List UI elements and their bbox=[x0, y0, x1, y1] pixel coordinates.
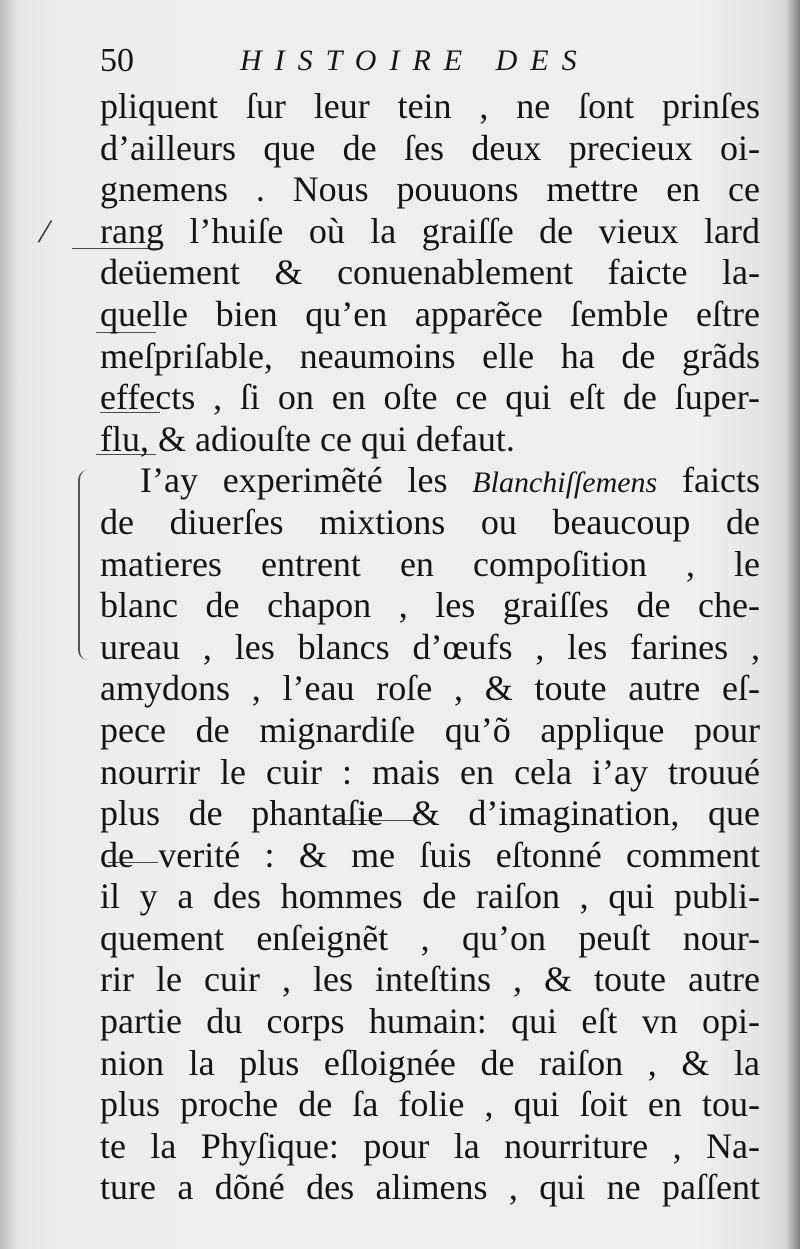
text-line-content: flu, & adiouſte ce qui defaut. bbox=[100, 418, 515, 459]
text-line bbox=[100, 252, 760, 294]
text-line bbox=[100, 86, 760, 128]
text-line-content: nion la plus eſloignée de raiſon , & la bbox=[100, 1042, 760, 1083]
text-line-content: ture a dõné des alimens , qui ne paſſent bbox=[100, 1167, 760, 1208]
text-line-content: effects , ſi on en oſte ce qui eſt de ſuper- bbox=[100, 377, 760, 418]
text-line-content: deüement & conuenablement faicte la- bbox=[100, 252, 760, 293]
text-line-content: meſpriſable, neaumoins elle ha de grãds bbox=[100, 335, 760, 376]
text-line-content: matieres entrent en compoſition , le bbox=[100, 543, 760, 584]
text-line bbox=[100, 502, 760, 544]
text-line-content: plus proche de ſa folie , qui ſoit en tou- bbox=[100, 1084, 760, 1125]
text-line-content: quelle bien qu’en apparẽce ſemble eſtre bbox=[100, 293, 760, 334]
text-line bbox=[100, 544, 760, 586]
text-line bbox=[100, 835, 760, 877]
text-line-content: d’ailleurs que de ſes deux precieux oi- bbox=[100, 127, 760, 168]
text-line-content: il y a des hommes de raiſon , qui publi- bbox=[100, 876, 760, 917]
text-line bbox=[100, 668, 760, 710]
text-line bbox=[100, 752, 760, 794]
text-line-content: nourrir le cuir : mais en cela i’ay trouué bbox=[100, 751, 760, 792]
margin-bracket-mark bbox=[78, 470, 96, 660]
text-line-content: pece de mignardiſe qu’õ applique pour bbox=[100, 709, 760, 750]
text-line-content: de verité : & me ſuis eſtonné comment bbox=[100, 834, 760, 875]
text-line-content: rang l’huiſe où la graiſſe de vieux lard bbox=[100, 210, 760, 251]
text-line bbox=[100, 585, 760, 627]
text-line-content: quement enſeignẽt , qu’on peuſt nour- bbox=[100, 917, 760, 958]
text-line bbox=[100, 169, 760, 211]
text-line bbox=[100, 128, 760, 170]
text-line bbox=[100, 419, 760, 461]
text-line bbox=[100, 1126, 760, 1168]
text-line bbox=[100, 1084, 760, 1126]
page-header bbox=[100, 38, 760, 86]
text-line-content: gnemens . Nous pouuons mettre en ce bbox=[100, 169, 760, 210]
text-line bbox=[100, 710, 760, 752]
text-line bbox=[100, 793, 760, 835]
text-line-content: plus de phantaſie & d’imagination, que bbox=[100, 793, 760, 834]
text-line-content: ureau , les blancs d’œufs , les farines , bbox=[100, 626, 760, 667]
margin-tick-mark: / bbox=[35, 210, 55, 252]
text-line-content: amydons , l’eau roſe , & toute autre eſ- bbox=[100, 668, 760, 709]
text-line bbox=[100, 1043, 760, 1085]
italic-term: Blanchiſſemens bbox=[472, 466, 658, 500]
body-text bbox=[100, 86, 760, 1209]
page-number: 50 bbox=[100, 42, 134, 79]
text-line bbox=[100, 211, 760, 253]
text-line bbox=[100, 876, 760, 918]
text-line bbox=[100, 1167, 760, 1209]
text-line bbox=[100, 1001, 760, 1043]
text-line-content: de diuerſes mixtions ou beaucoup de bbox=[100, 501, 760, 542]
text-line bbox=[100, 959, 760, 1001]
text-line-content-after: faicts bbox=[657, 460, 760, 501]
text-line bbox=[100, 918, 760, 960]
text-line-content: I’ay experimẽté les bbox=[140, 460, 448, 501]
text-line-content: te la Phyſique: pour la nourriture , Na- bbox=[100, 1125, 760, 1166]
running-head: HISTOIRE DES bbox=[240, 44, 590, 77]
text-line bbox=[100, 627, 760, 669]
text-line bbox=[100, 377, 760, 419]
text-line-content: rir le cuir , les inteſtins , & toute autre bbox=[100, 959, 760, 1000]
text-line-content: blanc de chapon , les graiſſes de che- bbox=[100, 585, 760, 626]
text-line-content: pliquent ſur leur tein , ne ſont prinſes bbox=[100, 86, 760, 126]
text-line bbox=[100, 336, 760, 378]
text-line-content: partie du corps humain: qui eſt vn opi- bbox=[100, 1001, 760, 1042]
text-line bbox=[100, 460, 760, 502]
text-line bbox=[100, 294, 760, 336]
